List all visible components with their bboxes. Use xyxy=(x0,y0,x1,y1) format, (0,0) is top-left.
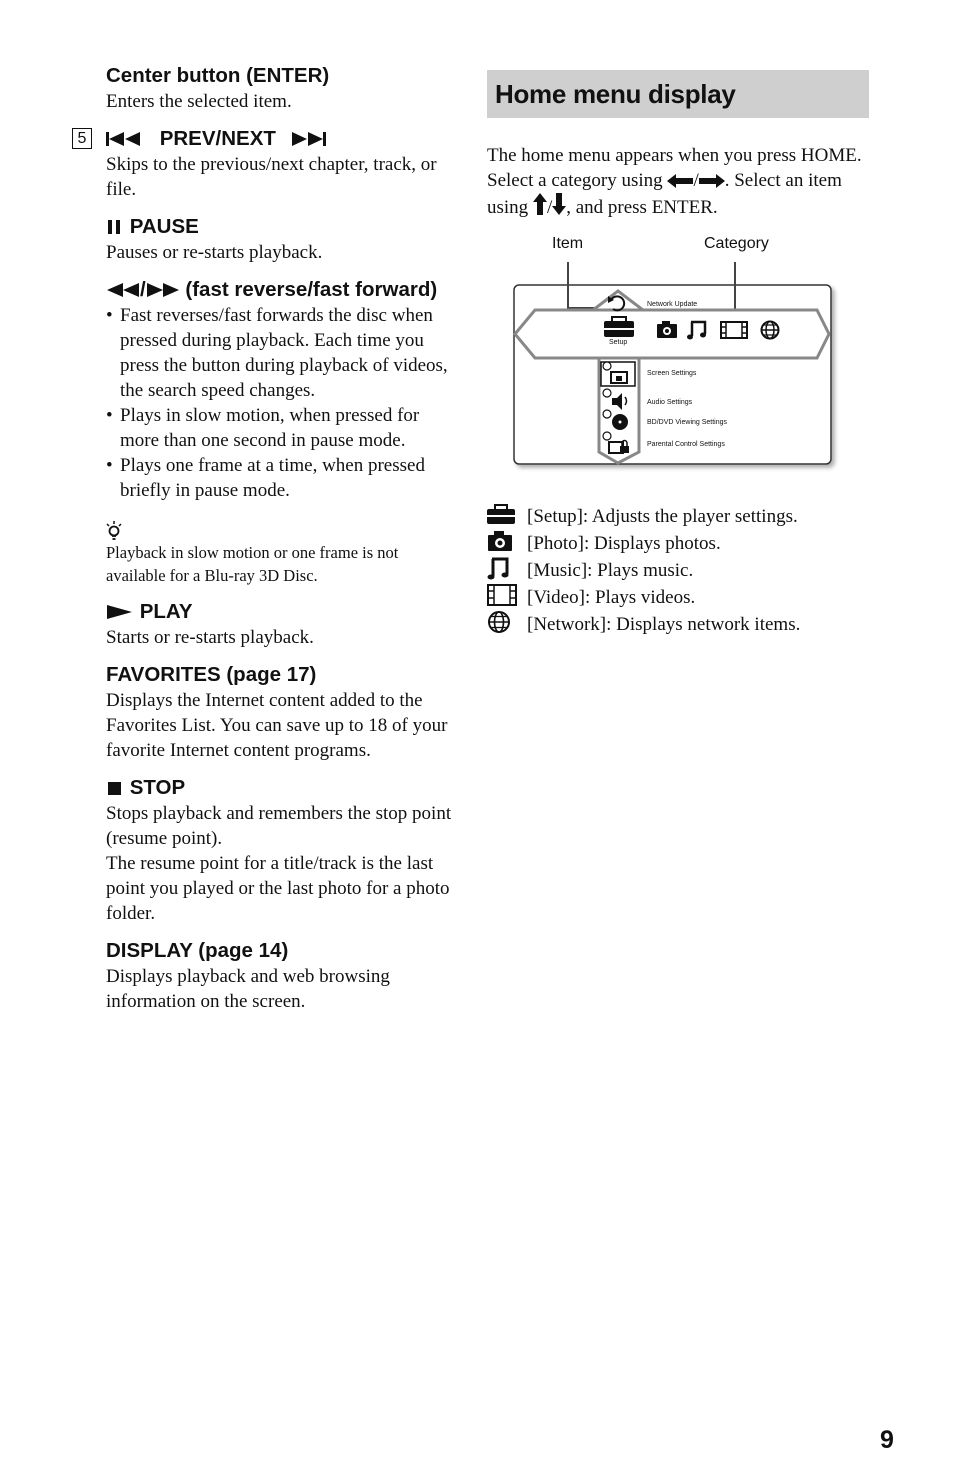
list-item xyxy=(487,584,869,611)
hint-text: Playback in slow motion or one frame is not available for a Blu-ray 3D Disc. xyxy=(106,543,399,585)
play-icon xyxy=(106,604,134,620)
figure-item-bddvd-settings: BD/DVD Viewing Settings xyxy=(647,419,728,426)
home-menu-screen-diagram xyxy=(487,230,869,475)
arrow-down-icon xyxy=(552,193,566,215)
list-item xyxy=(487,530,869,557)
hint-section xyxy=(106,521,456,587)
toolbox-icon xyxy=(487,504,515,524)
intro-slash-2: / xyxy=(546,197,553,218)
home-menu-figure xyxy=(487,230,869,475)
center-button-text: Enters the selected item. xyxy=(106,91,292,112)
stop-heading xyxy=(106,774,456,801)
next-track-icon xyxy=(288,131,326,147)
item-number-marker: 5 xyxy=(72,128,92,149)
globe-icon xyxy=(487,610,511,634)
figure-network-update: Network Update xyxy=(647,301,698,308)
stop-label: STOP xyxy=(129,776,186,799)
legend-text-network: [Network]: Displays network items. xyxy=(527,614,801,635)
favorites-section xyxy=(106,661,456,763)
play-text: Starts or re-starts playback. xyxy=(106,627,314,648)
prev-track-icon xyxy=(106,131,144,147)
legend-text-setup: [Setup]: Adjusts the player settings. xyxy=(527,506,798,527)
play-section xyxy=(106,598,456,650)
fast-heading xyxy=(106,276,456,303)
film-icon xyxy=(487,584,517,606)
favorites-text: Displays the Internet content added to the Favorites List. You can save up to 18 of your favorite Internet content programs. xyxy=(106,690,448,761)
prev-next-heading xyxy=(106,125,456,152)
fast-label: (fast reverse/fast forward) xyxy=(179,278,438,301)
prev-next-text: Skips to the previous/next chapter, track, or file. xyxy=(106,154,437,200)
list-item: • Plays one frame at a time, when pressed briefly in pause mode. xyxy=(106,453,456,503)
display-heading: DISPLAY (page 14) xyxy=(106,939,289,962)
list-item: • Fast reverses/fast forwards the disc when pressed during playback. Each time you press the button during playback of videos, the search speed changes. xyxy=(106,303,456,403)
legend-text-video: [Video]: Plays videos. xyxy=(527,587,696,608)
pause-section xyxy=(106,213,456,265)
left-column xyxy=(106,62,456,1025)
fast-forward-icon xyxy=(146,282,180,298)
camera-icon xyxy=(487,530,513,552)
figure-item-screen-settings: Screen Settings xyxy=(647,370,697,377)
list-item xyxy=(487,611,869,638)
center-button-heading: Center button (ENTER) xyxy=(106,64,330,87)
page-number: 9 xyxy=(880,1426,894,1454)
legend-text-music: [Music]: Plays music. xyxy=(527,560,694,581)
arrow-up-icon xyxy=(533,193,547,215)
pause-text: Pauses or re-starts playback. xyxy=(106,242,323,263)
intro-part-1: The home menu appears when you press HOME. Select a category using xyxy=(487,145,862,191)
pause-heading xyxy=(106,213,456,240)
display-text: Displays playback and web browsing information on the screen. xyxy=(106,966,390,1012)
arrow-left-icon xyxy=(667,174,693,188)
stop-text-1: Stops playback and remembers the stop point (resume point). xyxy=(106,803,452,849)
figure-label-item: Item xyxy=(552,235,584,252)
center-button-section xyxy=(106,62,456,114)
pause-label: PAUSE xyxy=(129,215,199,238)
figure-item-parental-settings: Parental Control Settings xyxy=(647,441,725,448)
favorites-heading: FAVORITES (page 17) xyxy=(106,663,317,686)
prev-next-section xyxy=(106,125,456,202)
figure-item-audio-settings: Audio Settings xyxy=(647,399,693,406)
play-heading xyxy=(106,598,456,625)
pause-icon xyxy=(106,219,124,235)
section-title: Home menu display xyxy=(487,70,869,118)
music-note-icon xyxy=(487,556,511,580)
stop-text-2: The resume point for a title/track is the last point you played or the last photo for a photo folder. xyxy=(106,853,450,924)
intro-slash-1: / xyxy=(693,170,699,191)
list-item: • Plays in slow motion, when pressed for more than one second in pause mode. xyxy=(106,403,456,453)
stop-icon xyxy=(106,780,124,796)
figure-setup-label: Setup xyxy=(609,339,628,346)
fast-reverse-icon xyxy=(106,282,140,298)
lightbulb-hint-icon xyxy=(106,521,122,541)
fast-slash: / xyxy=(140,278,146,301)
play-label: PLAY xyxy=(139,600,193,623)
prev-next-label: PREV/NEXT xyxy=(159,127,276,150)
display-section xyxy=(106,937,456,1014)
category-legend xyxy=(487,503,869,638)
intro-paragraph xyxy=(487,143,869,220)
fast-section xyxy=(106,276,456,503)
legend-text-photo: [Photo]: Displays photos. xyxy=(527,533,721,554)
intro-part-3: , and press ENTER. xyxy=(566,197,718,218)
fast-bullet-list xyxy=(106,303,456,503)
list-item xyxy=(487,557,869,584)
intro-part-2: . Select an item using xyxy=(487,170,842,218)
list-item xyxy=(487,503,869,530)
arrow-right-icon xyxy=(699,174,725,188)
figure-label-category: Category xyxy=(704,235,769,252)
right-column xyxy=(487,70,869,638)
stop-section xyxy=(106,774,456,926)
